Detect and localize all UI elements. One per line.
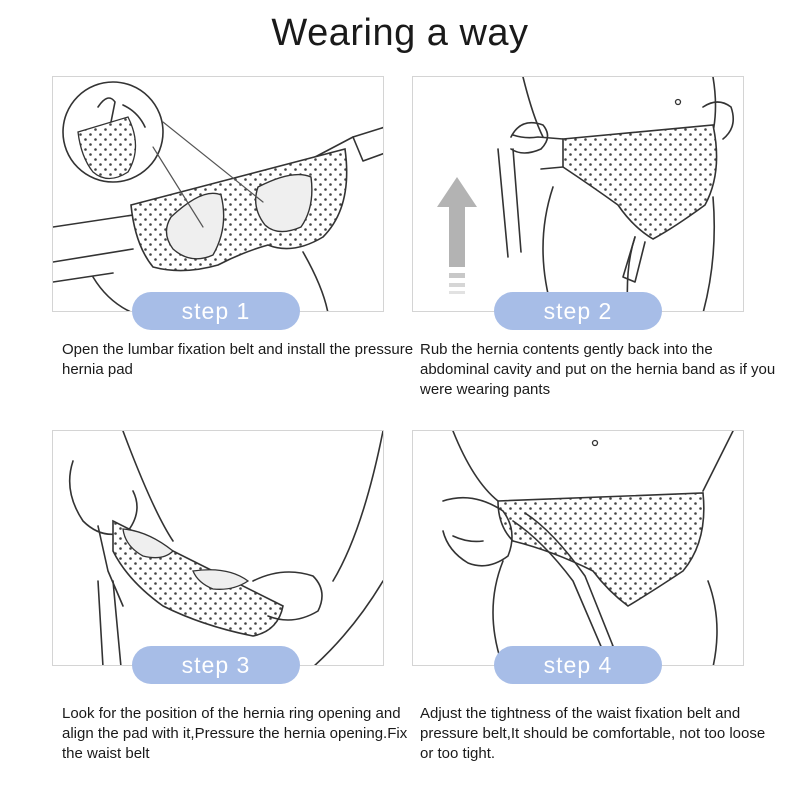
page-title: Wearing a way xyxy=(271,12,529,54)
step-4-badge: step 4 xyxy=(494,646,662,684)
step-4-caption: Adjust the tightness of the waist fixation belt and pressure belt,It should be comfortable, not too loose or too tight. xyxy=(420,705,766,762)
step-2-illustration xyxy=(412,76,744,312)
step-4-illustration xyxy=(412,430,744,666)
step-1-badge: step 1 xyxy=(132,292,300,330)
step-3-badge: step 3 xyxy=(132,646,300,684)
step-2-caption: Rub the hernia contents gently back into the abdominal cavity and put on the hernia band as if you were wearing pants xyxy=(420,341,776,398)
step-3-illustration xyxy=(52,430,384,666)
step-3-caption: Look for the position of the hernia ring opening and align the pad with it,Pressure the hernia opening.Fix the waist belt xyxy=(62,705,408,762)
step-2-badge: step 2 xyxy=(494,292,662,330)
step-1-caption: Open the lumbar fixation belt and install the pressure hernia pad xyxy=(62,341,414,378)
step-1-illustration xyxy=(52,76,384,312)
